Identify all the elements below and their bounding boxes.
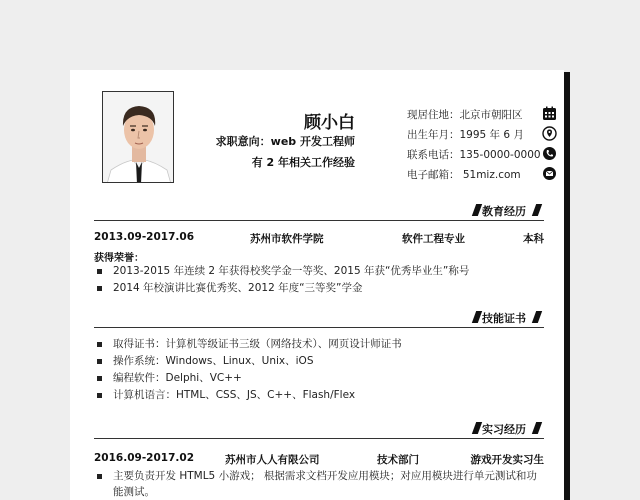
job-intent: 求职意向：web 开发工程师 xyxy=(215,135,355,148)
contact-info xyxy=(407,104,557,184)
resume-page xyxy=(70,70,564,500)
internship-department: 技术部门 xyxy=(377,454,419,466)
contact-birth xyxy=(407,124,557,144)
internship-list xyxy=(94,468,544,500)
honors-list xyxy=(94,263,544,297)
section-slash-right xyxy=(532,311,542,323)
list-item: 主要负责开发 HTML5 小游戏； 根据需求文档开发应用模块；对应用模块进行单元测试和功能测试。 xyxy=(94,468,544,500)
honors-label: 获得荣誉： xyxy=(94,253,144,264)
location-icon xyxy=(542,126,557,141)
internship-period: 2016.09-2017.02 xyxy=(94,452,195,464)
bullet-icon xyxy=(97,342,102,347)
phone-text: 联系电话：135-0000-0000 xyxy=(407,148,541,161)
skills-list xyxy=(94,336,544,404)
internship-row xyxy=(94,452,544,468)
internship-title: 实习经历 xyxy=(482,423,526,436)
contact-location xyxy=(407,104,557,124)
work-experience-summary: 有 2 年相关工作经验 xyxy=(251,156,355,169)
email-icon xyxy=(542,166,557,181)
list-item: 计算机语言：HTML、CSS、JS、C++、Flash/Flex xyxy=(94,387,544,404)
section-slash-right xyxy=(532,204,542,216)
education-period: 2013.09-2017.06 xyxy=(94,231,195,243)
list-item: 2014 年校演讲比赛优秀奖、2012 年度“三等奖”学金 xyxy=(94,280,544,297)
section-slash-left xyxy=(472,311,482,323)
section-rule xyxy=(94,327,544,328)
section-rule xyxy=(94,220,544,221)
contact-phone xyxy=(407,144,557,164)
bullet-icon xyxy=(97,269,102,274)
skills-title: 技能证书 xyxy=(482,312,526,325)
portrait-image xyxy=(103,92,174,183)
internship-role: 游戏开发实习生 xyxy=(470,454,544,466)
internship-company: 苏州市人人有限公司 xyxy=(225,454,320,466)
section-slash-right xyxy=(532,422,542,434)
bullet-icon xyxy=(97,393,102,398)
bullet-icon xyxy=(97,376,102,381)
list-item: 取得证书：计算机等级证书三级（网络技术）、网页设计师证书 xyxy=(94,336,544,353)
bullet-icon xyxy=(97,474,102,479)
education-school: 苏州市软件学院 xyxy=(250,233,324,245)
education-major: 软件工程专业 xyxy=(402,233,465,245)
calendar-icon xyxy=(542,106,557,121)
bullet-icon xyxy=(97,359,102,364)
bullet-icon xyxy=(97,286,102,291)
education-degree: 本科 xyxy=(523,233,544,245)
education-section-header xyxy=(94,201,544,221)
list-item: 操作系统：Windows、Linux、Unix、iOS xyxy=(94,353,544,370)
email-text: 电子邮箱： 51miz.com xyxy=(407,168,521,181)
candidate-name: 顾小白 xyxy=(304,113,355,133)
section-slash-left xyxy=(472,422,482,434)
page-shadow xyxy=(564,72,570,500)
location-text: 现居住地：北京市朝阳区 xyxy=(407,108,523,121)
birth-text: 出生年月：1995 年 6 月 xyxy=(407,128,524,141)
internship-section-header xyxy=(94,419,544,439)
profile-photo xyxy=(102,91,174,183)
section-slash-left xyxy=(472,204,482,216)
education-title: 教育经历 xyxy=(482,205,526,218)
list-item: 2013-2015 年连续 2 年获得校奖学金一等奖、2015 年获“优秀毕业生”称号 xyxy=(94,263,544,280)
contact-email xyxy=(407,164,557,184)
skills-section-header xyxy=(94,308,544,328)
section-rule xyxy=(94,438,544,439)
education-row xyxy=(94,231,544,247)
list-item: 编程软件：Delphi、VC++ xyxy=(94,370,544,387)
phone-icon xyxy=(542,146,557,161)
